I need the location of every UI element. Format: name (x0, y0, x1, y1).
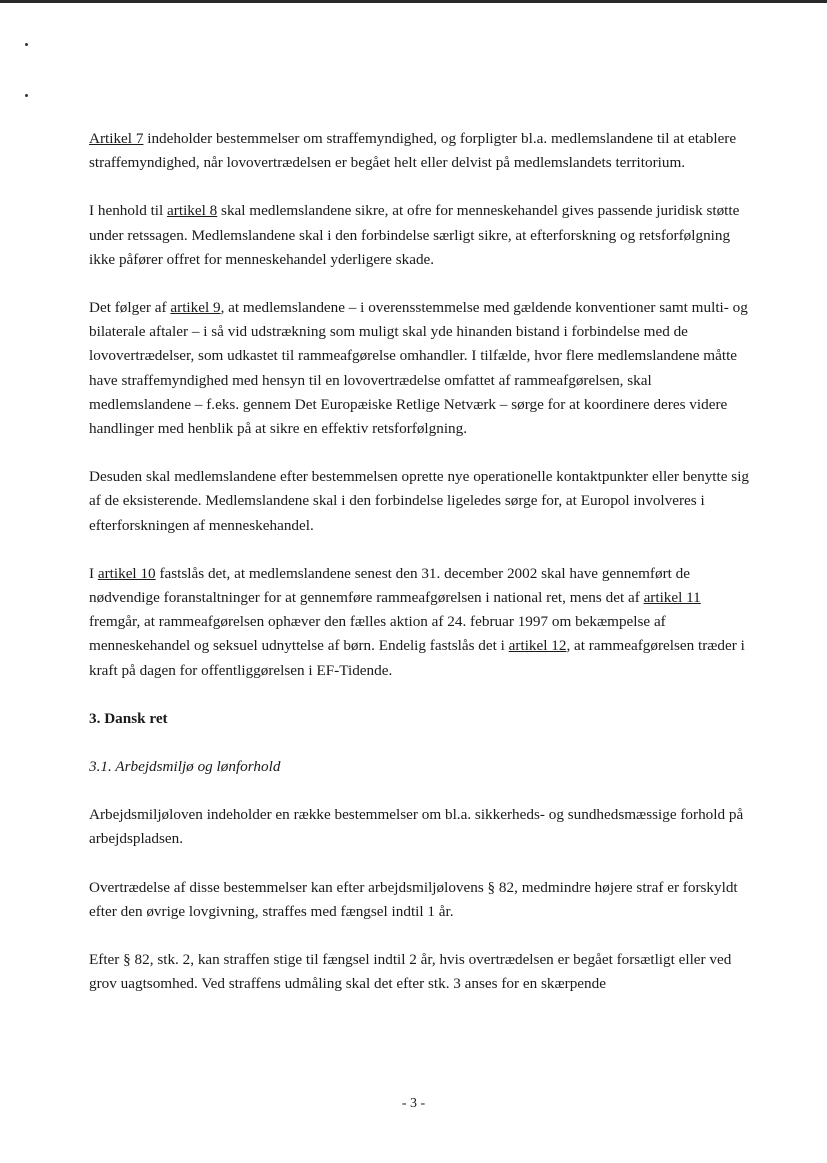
paragraph (89, 465, 749, 538)
subsection-heading: 3.1. Arbejdsmiljø og lønforhold (89, 758, 281, 776)
paragraph: Arbejdsmiljøloven indeholder en række bestemmelser om bl.a. sikkerheds- og sundhedsmæssige forhold på arbejdspladsen. (89, 806, 744, 848)
paragraph-text: fremgår, at rammeafgørelsen ophæver den fælles aktion af 24. februar 1997 om bekæmpelse af menneskehandel og seksuel udnyttelse af børn. Endelig fastslås det i (89, 613, 666, 655)
paragraph-text: skal medlemslandene sikre, at ofre for menneskehandel gives passende juridisk støtte under retssagen. Medlemslandene skal i den forbindelse særligt sikre, at efterforskning og retsforfølgning ikke påfører offret for menneskehandel yderligere skade. (89, 202, 740, 268)
paragraph-text: fastslås det, at medlemslandene senest den 31. december 2002 skal have gennemført de nødvendige foranstaltninger for at gennemføre rammeafgørelsen i national ret, mens det af (89, 564, 690, 607)
scan-speck (25, 94, 28, 97)
article-reference: artikel 10 (97, 564, 156, 582)
document-body (89, 127, 749, 1020)
paragraph (89, 127, 749, 175)
paragraph: Overtrædelse af disse bestemmelser kan efter arbejdsmiljølovens § 82, medmindre højere straf er forskyldt efter den øvrige lovgivning, straffes med fængsel indtil 1 år. (89, 878, 738, 920)
article-reference: artikel 8 (167, 202, 218, 220)
article-reference: artikel 12 (508, 637, 567, 655)
paragraph (89, 296, 749, 441)
paragraph (89, 199, 749, 272)
paragraph-text: Desuden skal medlemslandene efter bestemmelsen oprette nye operationelle kontaktpunkter eller benytte sig af de eksisterende. Medlemslandene skal i den forbindelse ligeledes sørge for, at Europol involveres i efterforskningen af menneskehandel. (89, 468, 750, 534)
paragraph: Efter § 82, stk. 2, kan straffen stige til fængsel indtil 2 år, hvis overtrædelsen er begået forsætligt eller ved grov uagtsomhed. Ved straffens udmåling skal det efter stk. 3 anses for en skærpende (89, 951, 732, 993)
paragraph-text: Det følger af (89, 299, 171, 317)
article-reference: Artikel 7 (89, 130, 144, 147)
paragraph-text: indeholder bestemmelser om straffemyndighed, og forpligter bl.a. medlemslandene til at etablere straffemyndighed, når lovovertrædelsen er begået helt eller delvist på medlemslandets territorium. (89, 130, 737, 172)
section-heading: 3. Dansk ret (89, 709, 168, 727)
article-reference: artikel 11 (643, 589, 701, 607)
scan-top-border (0, 0, 827, 3)
paragraph-text: , at rammeafgørelsen træder i kraft på dagen for offentliggørelsen i EF-Tidende. (89, 637, 745, 679)
paragraph-text: I henhold til (89, 202, 168, 220)
page-number: - 3 - (401, 1096, 426, 1111)
article-reference: artikel 9 (170, 299, 221, 317)
paragraph-text: I (89, 564, 98, 582)
paragraph (89, 562, 749, 683)
paragraph-group (89, 127, 749, 683)
scan-speck (25, 43, 28, 46)
paragraph-text: , at medlemslandene – i overensstemmelse med gældende konventioner samt multi- og bilaterale aftaler – i så vid udstrækning som muligt skal yde hinanden bistand i forbindelse med de lovovertrædelser, som udkastet til rammeafgørelse omhandler. I tilfælde, hvor flere medlemslandene måtte have straffemyndighed med hensyn til en lovovertrædelse omfattet af rammeafgørelsen, skal medlemslandene – f.eks. gennem Det Europæiske Retlige Netværk – sørge for at koordinere deres videre handlinger med henblik på at sikre en effektiv retsforfølgning. (89, 299, 748, 438)
